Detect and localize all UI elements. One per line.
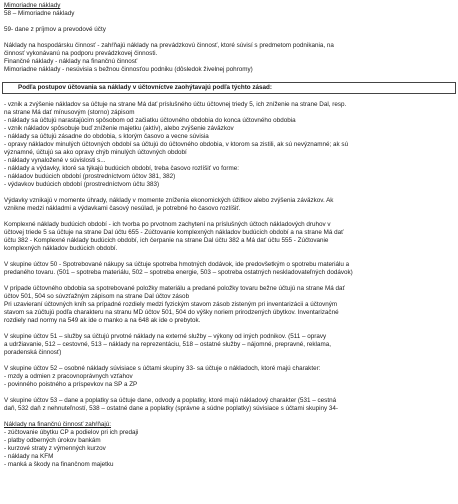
text-line: vznikne medzi nákladmi a výdavkami časový nesúlad, je potrebné ho časovo rozlíšiť. [4,205,241,212]
text-line: na strane Má dať mínusovým (storno) zápisom [4,109,135,116]
text-line: - mzdy a odmien z pracovnoprávnych vzťahov [4,373,133,380]
text-line: činnosť vykonávanú na podporu prevádzkovej činnosti. [4,50,158,57]
text-line: - náklady vynaložené v súvislosti s... [4,157,106,164]
text-line: účtov 501, 504 so súvzťažným zápisom na strane Dal účtov zásob [4,293,190,300]
heading-mimoriadne: Mimoriadne náklady [4,2,61,9]
text-line: - výdavkov budúcich období (prostredníctvom účtu 383) [4,181,160,188]
text-line: V skupine účtov 50 - Spotrebované nákupy sa účtuje spotreba hmotných dodávok, ide predovšetkým o spotrebu materiálu a [4,261,350,268]
text-line: a udržiavanie, 512 – cestovné, 513 – náklady na reprezentáciu, 518 – ostatné služby – nájomné, prepravné, reklama, [4,341,331,348]
text-line: - náklady sa účtujú narastajúcim spôsobom od začiatku účtovného obdobia do konca účtovného obdobia [4,117,296,124]
text-line: Mimoriadne náklady - nesúvisia s bežnou činnosťou podniku (dôsledok živelnej pohromy) [4,66,253,73]
text-line: V skupine účtov 53 – dane a poplatky sa účtuje dane, odvody a poplatky, ktoré majú nákladový charakter (531 – cestná [4,397,337,404]
text-line: poradenská činnosť) [4,349,62,356]
text-line: Pri uzavieraní účtovných kníh sa prípadné rozdiely medzi fyzickým stavom zásob zisteným pri inventarizácii a účtovným [4,301,338,308]
text-line: - platby odberných úrokov bankám [4,437,101,444]
text-line: - nákladov budúcich období (prostredníctvom účtov 381, 382) [4,173,176,180]
text-line: daň, 532 daň z nehnuteľností, 538 – ostatné dane a poplatky (správne a súdne poplatky) súvisiace s účtami skupiny 34- [4,405,339,412]
text-line: V skupine účtov 51 – služby sa účtujú prvotné náklady na externé služby – výkony od iných podnikov. (511 – opravy [4,333,327,340]
text-line: - vznik a zvýšenie nákladov sa účtuje na strane Má dať príslušného účtu účtovnej triedy 5, ich zníženie na strane Dal, resp. [4,101,347,108]
text-line: V prípade účtovného obdobia sa spotrebované položky materiálu a predané položky tovaru bežne účtujú na strane Má dať [4,285,345,292]
text-line: - kurzové straty z výmenných kurzov [4,445,106,452]
text-line: - vznik nákladov spôsobuje buď zníženie majetku (aktív), alebo zvýšenie záväzkov [4,125,234,132]
principles-heading: Podľa postupov účtovania sa náklady v účtovníctve zaohýtavajú podľa týchto zásad: [18,84,272,91]
text-line: rozdiely nad normy na 549 ak ide o manko a na 648 ak ide o prebytok. [4,317,201,324]
text-line: Náklady na hospodársku činnosť - zahŕňajú náklady na prevádzkovú činnosť, ktoré súvisí s predmetom podnikania, na [4,42,334,49]
text-line: - náklady na KFM [4,453,54,460]
heading-financne-naklady: Náklady na finančnú činnosť zahŕňajú: [4,421,112,428]
text-line: - náklady a výdavky, ktoré sa týkajú budúcich období, treba časovo rozlíšiť vo forme: [4,165,239,172]
text-line: účtovej triede 5 sa účtuje na strane Dal účtu 655 - Zúčtovanie komplexných nákladov budúcich období a na strane Má dať [4,229,344,236]
text-line: V skupine účtov 52 – osobné náklady súvisiace s účtami skupiny 33- sa účtuje o nákladoch, ktoré majú charakter: [4,365,321,372]
text-line: Výdavky vznikajú v momente úhrady, náklady v momente zníženia ekonomických úžitkov alebo zvýšenia záväzkov. Ak [4,197,334,204]
text-line: - náklady sa účtujú zásadne do obdobia, s ktorým časovo a vecne súvisia [4,133,209,140]
text-line: - opravy nákladov minulých účtovných období sa účtujú do účtovného obdobia, v ktorom sa zistili, ak sú nevýznamné; ak sú [4,141,349,148]
text-line: 59- dane z príjmov a prevodové účty [4,26,106,33]
text-line: komplexných nákladov budúcich období. [4,245,118,252]
text-line: - zúčtovanie úbytku CP a podielov pri ich predaji [4,429,139,436]
text-line: predaného tovaru. (501 – spotreba materiálu, 502 – spotreba energie, 503 – spotreba ostatných neskladovateľných dodávok) [4,269,353,276]
text-line: 58 – Mimoriadne náklady [4,10,75,17]
text-line: významné, účtujú sa ako opravy chýb minulých účtovných období [4,149,187,156]
text-line: účtu 382 - Komplexné náklady budúcich období, ich čerpanie na strane Dal účtu 382 a Má dať účtu 555 - Zúčtovanie [4,237,329,244]
text-line: - povinného poistného a príspevkov na SP a ZP [4,381,138,388]
text-line: Finančné náklady - náklady na finančnú činnosť [4,58,138,65]
text-line: Komplexné náklady budúcich období - ich tvorba po prvotnom zachytení na príslušných účtoch nákladových druhov v [4,221,331,228]
text-line: - manká a škody na finančnom majetku [4,461,114,468]
text-line: stavom sa zúčtujú podľa charakteru na stranu MD účtov 501, 504 do výšky noriem prirodzených úbytkov. Inventarizačné [4,309,339,316]
